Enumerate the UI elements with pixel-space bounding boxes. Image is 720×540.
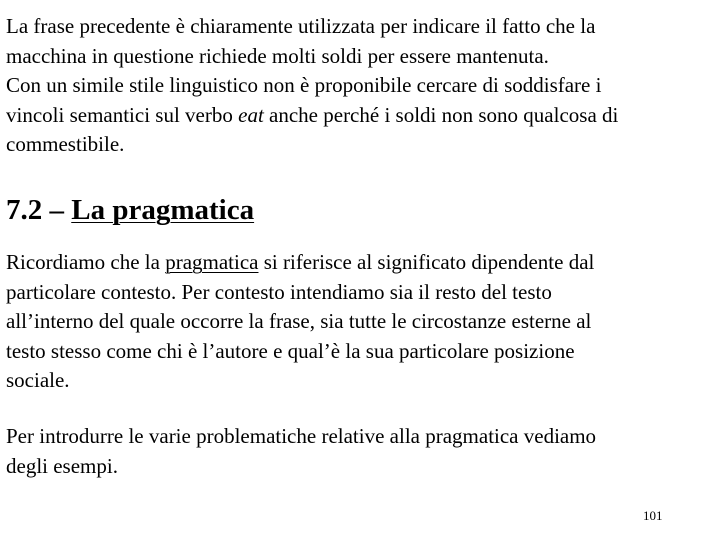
paragraph-1-line-1: La frase precedente è chiaramente utilizzata per indicare il fatto che la xyxy=(6,14,596,38)
paragraph-1-line-2: macchina in questione richiede molti soldi per essere mantenuta. xyxy=(6,43,549,68)
paragraph-2-line-5: sociale. xyxy=(6,368,70,392)
paragraph-2-line-1-end: si riferisce al significato dipendente dal xyxy=(258,250,595,274)
section-title: La pragmatica xyxy=(71,194,255,226)
section-number: 7.2 – xyxy=(6,194,72,226)
section-heading xyxy=(6,192,254,228)
paragraph-2 xyxy=(6,248,594,396)
paragraph-2-line-3: all’interno del quale occorre la frase, sia tutte le circostanze esterne al xyxy=(6,309,592,333)
paragraph-1-line-4-start: vincoli semantici sul verbo xyxy=(6,102,239,127)
underlined-term-pragmatica: pragmatica xyxy=(165,250,259,274)
paragraph-1-line-5: commestibile. xyxy=(6,132,125,156)
paragraph-2-line-4: testo stesso come chi è l’autore e qual’è la sua particolare posizione xyxy=(6,338,575,363)
italic-term-eat: eat xyxy=(238,102,264,127)
paragraph-3-line-2: degli esempi. xyxy=(6,453,118,478)
page-number: 101 xyxy=(643,508,663,523)
paragraph-1-line-4-end: anche perché i soldi non sono qualcosa di xyxy=(263,102,619,127)
paragraph-1-line-3: Con un simile stile linguistico non è proponibile cercare di soddisfare i xyxy=(6,73,602,97)
paragraph-3 xyxy=(6,422,596,481)
paragraph-1 xyxy=(6,12,618,160)
paragraph-3-line-1: Per introdurre le varie problematiche relative alla pragmatica vediamo xyxy=(6,424,597,448)
paragraph-2-line-1-start: Ricordiamo che la xyxy=(6,250,166,274)
paragraph-2-line-2: particolare contesto. Per contesto intendiamo sia il resto del testo xyxy=(6,279,552,304)
